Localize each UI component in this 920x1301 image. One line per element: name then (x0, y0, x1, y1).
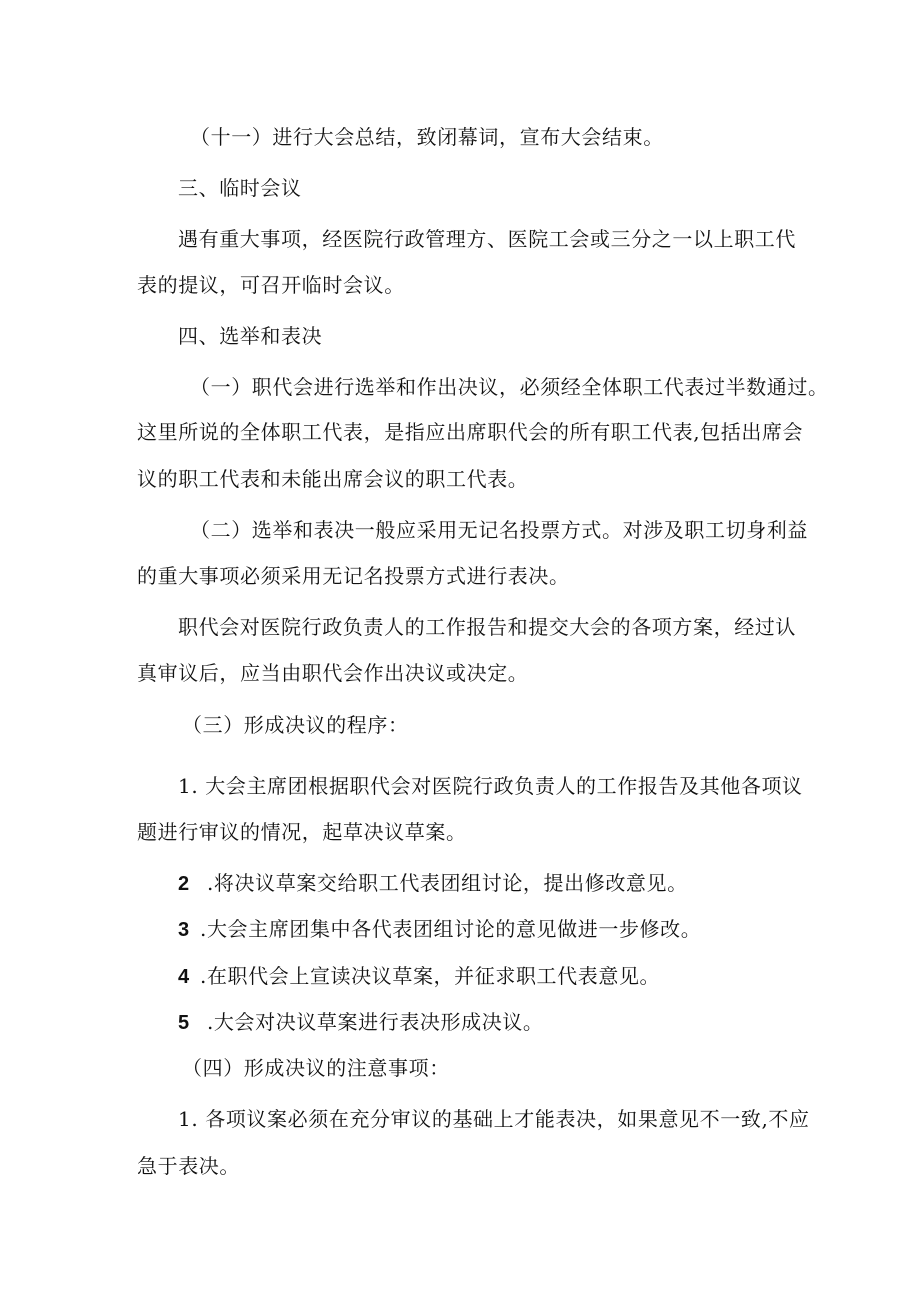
list-separator: . (200, 871, 214, 895)
paragraph-line-closing: （十一）进行大会总结，致闭幕词，宣布大会结束。 (190, 125, 664, 149)
paragraph-line: 这里所说的全体职工代表，是指应出席职代会的所有职工代表,包括出席会 (137, 420, 804, 444)
paragraph-line: 真审议后，应当由职代会作出决议或决定。 (137, 661, 529, 685)
list-text: .大会主席团集中各代表团组讨论的意见做进一步修改。 (200, 917, 702, 941)
list-item-3 (178, 916, 701, 943)
list-number: 2 (178, 873, 190, 895)
list-number: 5 (178, 1012, 190, 1034)
list-text: .在职代会上宣读决议草案，并征求职工代表意见。 (200, 964, 661, 988)
section-heading-temporary-meeting: 三、临时会议 (178, 176, 302, 200)
list-separator: . (200, 1010, 214, 1034)
paragraph-line: （一）职代会进行选举和作出决议，必须经全体职工代表过半数通过。 (190, 375, 829, 399)
note-item-1-line: 急于表决。 (137, 1154, 240, 1178)
list-text: 大会对决议草案进行表决形成决议。 (213, 1010, 544, 1034)
paragraph-line: 表的提议，可召开临时会议。 (137, 273, 405, 297)
note-item-1-line: 1. 各项议案必须在充分审议的基础上才能表决，如果意见不一致,不应 (178, 1107, 810, 1131)
list-item-1-line: 题进行审议的情况，起草决议草案。 (137, 820, 467, 844)
section-heading-election-voting: 四、选举和表决 (178, 324, 323, 348)
list-item-5 (178, 1009, 544, 1036)
paragraph-line: （二）选举和表决一般应采用无记名投票方式。对涉及职工切身利益 (190, 518, 808, 542)
subheading-resolution-procedure: （三）形成决议的程序： (182, 713, 409, 737)
list-item-1-line: 1. 大会主席团根据职代会对医院行政负责人的工作报告及其他各项议 (178, 774, 803, 798)
list-number: 3 (178, 919, 190, 941)
paragraph-line: 的重大事项必须采用无记名投票方式进行表决。 (137, 564, 570, 588)
paragraph-line: 职代会对医院行政负责人的工作报告和提交大会的各项方案，经过认 (178, 615, 796, 639)
list-item-4 (178, 963, 660, 990)
subheading-resolution-notes: （四）形成决议的注意事项： (182, 1056, 450, 1080)
list-text: 将决议草案交给职工代表团组讨论，提出修改意见。 (213, 871, 688, 895)
paragraph-line: 议的职工代表和未能出席会议的职工代表。 (137, 467, 529, 491)
list-item-2 (178, 870, 688, 897)
paragraph-line: 遇有重大事项，经医院行政管理方、医院工会或三分之一以上职工代 (178, 227, 796, 251)
list-number: 4 (178, 966, 190, 988)
